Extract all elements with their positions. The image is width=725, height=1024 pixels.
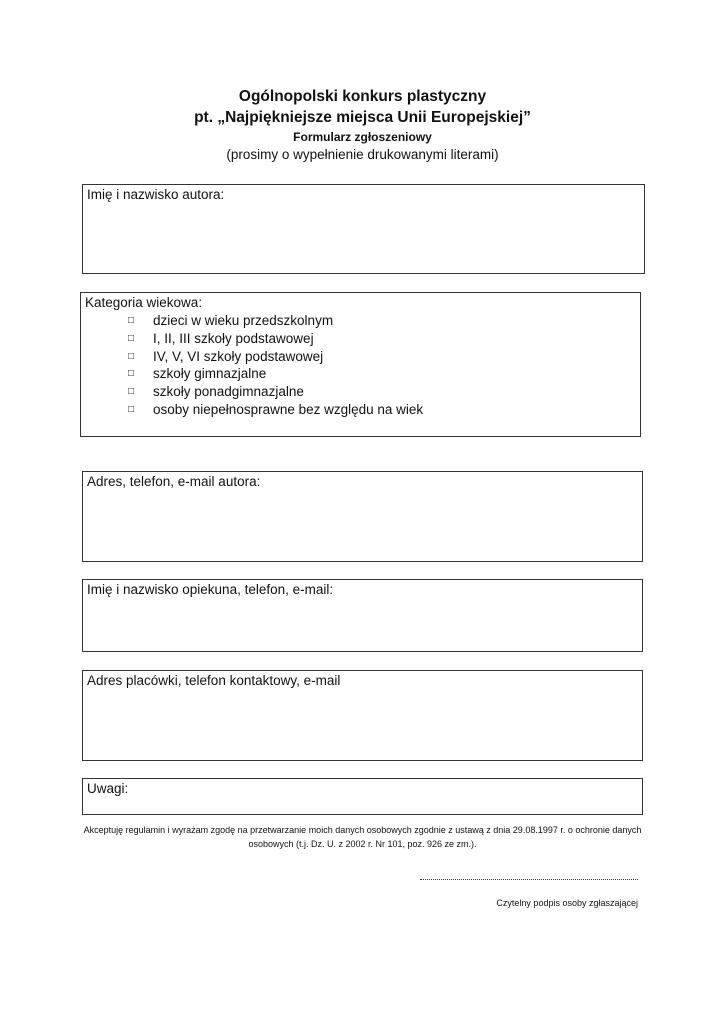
remarks-field[interactable] — [82, 778, 643, 815]
signature-caption: Czytelny podpis osoby zgłaszającej — [496, 898, 638, 908]
checkbox-icon[interactable]: □ — [128, 403, 135, 415]
checkbox-icon[interactable]: □ — [128, 386, 135, 398]
age-option-label: I, II, III szkoły podstawowej — [153, 330, 314, 346]
age-option-high-school[interactable] — [128, 383, 423, 401]
consent-statement: Akceptuję regulamin i wyrażam zgodę na przetwarzanie moich danych osobowych zgodnie z ustawą z dnia 29.08.1997 r. o ochronie danych osobowych (t.j. Dz. U. z 2002 r. Nr 101, poz. 926 ze zm.). — [83, 825, 642, 849]
age-option-middle-school[interactable] — [128, 365, 423, 383]
age-option-primary-1-3[interactable] — [128, 330, 423, 348]
age-option-label: szkoły gimnazjalne — [153, 366, 267, 382]
age-option-label: osoby niepełnosprawne bez względu na wiek — [153, 401, 424, 417]
author-name-field[interactable] — [82, 184, 645, 274]
age-option-primary-4-6[interactable] — [128, 348, 423, 366]
signature-line[interactable] — [420, 879, 638, 880]
author-contact-field[interactable] — [82, 471, 643, 562]
age-option-label: IV, V, VI szkoły podstawowej — [153, 348, 324, 364]
checkbox-icon[interactable]: □ — [128, 350, 135, 362]
age-category-options — [128, 312, 423, 419]
checkbox-icon[interactable]: □ — [128, 332, 135, 344]
author-name-label: Imię i nazwisko autora: — [87, 187, 225, 202]
form-title: Ogólnopolski konkurs plastyczny — [238, 88, 487, 105]
age-option-preschool[interactable] — [128, 312, 423, 330]
guardian-field[interactable] — [82, 579, 643, 652]
form-subtitle: Formularz zgłoszeniowy — [293, 130, 432, 144]
form-instruction: (prosimy o wypełnienie drukowanymi literami) — [226, 147, 499, 162]
age-option-label: dzieci w wieku przedszkolnym — [153, 313, 334, 328]
age-option-disabled[interactable] — [128, 401, 423, 419]
guardian-label: Imię i nazwisko opiekuna, telefon, e-mail: — [87, 582, 334, 597]
age-category-label: Kategoria wiekowa: — [85, 295, 203, 310]
age-category-field — [80, 292, 641, 437]
checkbox-icon[interactable]: □ — [128, 315, 135, 326]
institution-label: Adres placówki, telefon kontaktowy, e-mail — [87, 673, 341, 688]
author-contact-label: Adres, telefon, e-mail autora: — [87, 474, 261, 489]
age-option-label: szkoły ponadgimnazjalne — [153, 384, 304, 400]
checkbox-icon[interactable]: □ — [128, 368, 135, 380]
remarks-label: Uwagi: — [87, 781, 129, 796]
contest-name: pt. „Najpiękniejsze miejsca Unii Europejskiej” — [194, 109, 531, 126]
institution-field[interactable] — [82, 670, 643, 761]
